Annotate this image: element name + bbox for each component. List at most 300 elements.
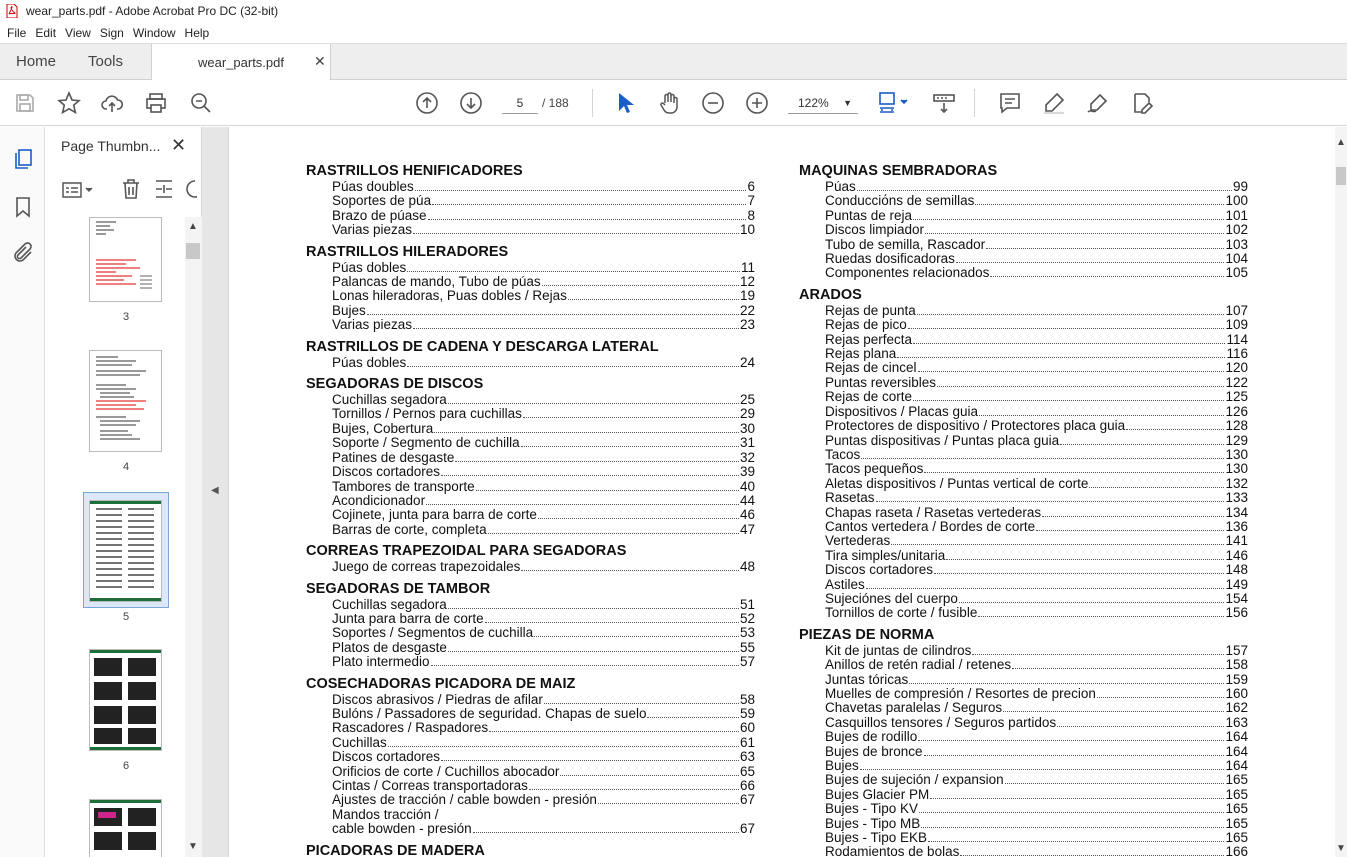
toolbar-divider [592,89,593,117]
toc-entry[interactable] [306,641,755,655]
dot-leader [407,357,739,367]
toc-page-number: 141 [1225,533,1248,549]
toc-entry[interactable] [306,750,755,764]
toc-entry[interactable] [306,275,755,289]
tab-home[interactable]: Home [16,53,57,70]
toc-entry[interactable] [306,793,755,807]
dot-leader [415,181,747,191]
toc-entry[interactable] [799,252,1248,266]
toc-entry-label: Rasetas [825,490,875,506]
thumbnail-page-number: 4 [122,461,130,473]
dot-leader [934,564,1224,574]
toc-entry[interactable] [799,347,1248,361]
page-number-input[interactable]: 5 [502,92,538,114]
toc-entry[interactable] [306,223,755,237]
toc-page-number: 53 [739,625,755,641]
comment-icon[interactable] [998,91,1022,115]
toc-entry[interactable] [306,393,755,407]
toc-page-number: 101 [1225,207,1248,223]
toc-column-left [306,163,755,857]
toc-entry[interactable] [799,716,1248,730]
toc-entry-label: Soportes / Segmentos de cuchilla [332,625,534,641]
menu-file[interactable]: File [7,25,27,40]
dot-leader [521,561,739,571]
dot-leader [473,823,739,833]
section-heading: ARADOS [799,286,862,303]
toc-entry[interactable] [799,549,1248,563]
dot-leader [523,408,739,418]
toc-entry[interactable] [799,238,1248,252]
next-page-icon[interactable] [459,91,483,115]
scrollbar-thumb[interactable] [1336,167,1346,185]
toc-entry-label: Bujes - Tipo KV [825,801,919,817]
toc-page-number: 125 [1225,389,1248,405]
page-thumbnail[interactable] [89,350,162,452]
menu-view[interactable]: View [65,25,91,40]
panel-splitter[interactable] [202,127,228,857]
toc-entry[interactable] [799,209,1248,223]
toc-entry-label: Orificios de corte / Cuchillos abocador [332,763,560,779]
toc-entry[interactable] [799,223,1248,237]
collapse-panel-icon[interactable]: ◀ [211,485,219,496]
toc-page-number: 8 [747,207,755,223]
dot-leader [860,760,1225,770]
toc-entry[interactable] [799,266,1248,280]
dot-leader [413,319,739,329]
toc-page-number: 148 [1225,562,1248,578]
toc-entry[interactable] [306,180,755,194]
toc-entry[interactable] [306,289,755,303]
toc-entry[interactable] [799,745,1248,759]
toc-entry-label: Bulóns / Passadores de seguridad. Chapas de suelo [332,705,647,721]
dot-leader [434,423,739,433]
document-view[interactable] [228,127,1335,857]
toc-entry[interactable] [306,598,755,612]
toc-entry[interactable] [306,693,755,707]
dot-leader [448,599,739,609]
toc-entry[interactable] [799,592,1248,606]
toolbar [0,80,1347,126]
sign-pen-icon[interactable] [1086,91,1110,115]
toc-entry[interactable] [799,434,1248,448]
title-bar [0,0,1347,22]
close-panel-icon[interactable]: ✕ [171,135,187,155]
toc-entry[interactable] [306,261,755,275]
toc-entry[interactable] [799,390,1248,404]
section-heading: RASTRILLOS HENIFICADORES [306,163,523,179]
toc-entry[interactable] [306,736,755,750]
toc-page-number: 126 [1225,403,1248,419]
toc-page-number: 165 [1225,830,1248,846]
toc-page-number: 165 [1225,815,1248,831]
toc-page-number: 146 [1225,547,1248,563]
page-thumbnails-icon[interactable] [11,147,35,171]
highlight-pen-icon[interactable] [1042,91,1066,115]
dot-leader [560,766,739,776]
toc-entry-label: Rejas de pico [825,317,907,333]
page-fit-icon[interactable] [877,91,913,115]
scroll-down-icon[interactable]: ▼ [1336,843,1346,854]
left-rail [0,127,45,857]
toc-entry[interactable] [306,422,755,436]
dot-leader [538,509,739,519]
dot-leader [568,290,739,300]
dot-leader [488,524,739,534]
zoom-search-icon[interactable] [189,91,213,115]
toc-entry[interactable] [306,318,755,332]
toc-entry-label: Conducciόns de semillas [825,193,975,209]
dot-leader [861,449,1224,459]
dot-leader [426,495,739,505]
toc-entry-label: Púas dobles [332,354,407,370]
section-heading: COSECHADORAS PICADORA DE MAIZ [306,675,576,692]
toc-entry[interactable] [306,655,755,669]
dot-leader [1057,717,1224,727]
toc-entry[interactable] [799,520,1248,534]
toc-page-number: 57 [739,654,755,670]
toc-entry[interactable] [306,707,755,721]
toc-page-number: 160 [1225,686,1248,701]
dot-leader [441,751,739,761]
scroll-mode-icon[interactable] [932,91,956,115]
toc-entry[interactable] [306,465,755,479]
dot-leader [975,195,1224,205]
toc-entry-label: Bujes [332,302,366,318]
toc-entry-label: Casquillos tensores / Seguros partidos [825,714,1057,730]
toc-entry-label: Anillos de retén radial / retenes [825,657,1012,673]
bookmark-star-icon[interactable] [57,91,81,115]
toc-entry[interactable] [306,765,755,779]
page-total: / 188 [542,96,569,110]
toc-entry-label: Bujes de rodillo [825,729,918,745]
toc-entry[interactable] [306,779,755,793]
acrobat-pdf-icon [6,4,18,18]
toc-entry[interactable] [799,845,1248,857]
toc-entry[interactable] [306,560,755,574]
toc-page-number: 162 [1225,700,1248,716]
scroll-down-icon[interactable]: ▼ [188,841,198,852]
dot-leader [489,722,739,732]
toc-entry[interactable] [306,523,755,537]
toc-page-number: 25 [739,392,755,408]
dot-leader [913,210,1224,220]
tab-document[interactable] [151,44,331,81]
toc-entry[interactable] [306,209,755,223]
toc-page-number: 6 [747,179,755,194]
toc-entry-label: Bujes, Cobertura [332,420,434,436]
toc-page-number: 31 [739,435,755,451]
dot-leader [990,267,1224,277]
toc-page-number: 164 [1225,758,1248,774]
toc-entry[interactable] [306,356,755,370]
document-scrollbar[interactable] [1335,127,1347,857]
dot-leader [925,224,1224,234]
toc-entry[interactable] [799,802,1248,816]
toc-page-number: 44 [739,492,755,508]
dot-leader [1003,702,1224,712]
toc-entry[interactable] [306,612,755,626]
toc-entry-label: Palancas de mando, Tubo de púas [332,274,541,290]
insert-page-icon[interactable] [153,177,175,201]
dot-leader [413,224,739,234]
toc-page-number: 130 [1225,461,1248,477]
dot-leader [428,210,747,220]
dot-leader [986,239,1224,249]
toc-page-number: 99 [1232,179,1248,194]
dot-leader [455,452,739,462]
page-thumbnail[interactable] [89,649,162,751]
toc-entry[interactable] [306,436,755,450]
toc-page-number: 166 [1225,844,1248,857]
toc-page-number: 122 [1225,374,1248,390]
toc-entry-label: Protectores de dispositivo / Protectores placa guia [825,418,1126,434]
zoom-select[interactable] [788,92,858,114]
toc-page-number: 154 [1225,590,1248,606]
scroll-up-icon[interactable]: ▲ [1336,137,1346,148]
tab-bar [0,43,1347,80]
toc-entry-label: Discos cortadores [825,562,934,578]
toc-entry[interactable] [799,419,1248,433]
toc-entry[interactable] [306,626,755,640]
panel-title: Page Thumbn... [61,138,161,154]
dot-leader [960,846,1224,856]
toc-page-number: 39 [739,464,755,480]
toc-page-number: 46 [739,507,755,523]
toc-entry[interactable] [799,817,1248,831]
toc-entry[interactable] [799,701,1248,715]
menu-sign[interactable]: Sign [99,25,124,40]
section-heading: MAQUINAS SEMBRADORAS [799,163,998,179]
dot-leader [956,253,1225,263]
dot-leader [1005,774,1225,784]
toolbar-divider [974,89,975,117]
toc-entry-label: Soporte / Segmento de cuchilla [332,435,520,451]
section-heading: RASTRILLOS DE CADENA Y DESCARGA LATERAL [306,338,659,355]
toc-entry[interactable] [799,318,1248,332]
dot-leader [930,789,1224,799]
attachments-icon[interactable] [11,241,35,265]
toc-entry-label: Discos cortadores [332,749,441,765]
toc-page-number: 134 [1225,504,1248,520]
bookmarks-icon[interactable] [11,195,35,219]
toc-entry-label: Puntas de reja [825,207,913,223]
dot-leader [909,674,1224,684]
upload-cloud-icon[interactable] [100,91,124,115]
toc-page-number: 133 [1225,490,1248,506]
dot-leader [918,362,1225,372]
page-thumbnail[interactable] [89,500,162,602]
toc-entry-label: Cintas / Correas transportadoras [332,778,528,793]
dot-leader [1042,507,1224,517]
toc-entry-label: Ruedas dosificadoras [825,251,955,267]
toc-entry-label: Brazo de púase [332,207,427,223]
dot-leader [924,746,1225,756]
toc-page-number: 104 [1225,251,1248,267]
section-heading: RASTRILLOS HILERADORES [306,243,509,260]
toc-entry[interactable] [799,687,1248,701]
toc-page-number: 51 [739,596,755,612]
menu-help[interactable]: Help [184,25,210,40]
toc-page-number: 159 [1225,671,1248,687]
toc-entry-label: Tacos pequeños [825,461,924,477]
toc-page-number: 136 [1225,518,1248,534]
toc-entry-label: Discos limpiador [825,222,925,238]
dot-leader [1126,420,1224,430]
zoom-out-icon[interactable] [701,91,725,115]
rotate-page-icon[interactable] [185,177,197,201]
tab-document-label: wear_parts.pdf [198,55,284,70]
toc-entry-label: Plato intermedio [332,654,430,670]
scroll-up-icon[interactable]: ▲ [188,221,198,232]
dot-leader [1060,435,1224,445]
toc-page-number: 130 [1225,446,1248,462]
toc-page-number: 165 [1225,772,1248,788]
dot-leader [521,437,739,447]
dot-leader [857,181,1232,191]
select-cursor-icon[interactable] [613,91,637,115]
dot-leader [448,394,739,404]
toc-page-number: 60 [739,720,755,736]
dot-leader [924,463,1224,473]
toc-entry[interactable] [799,563,1248,577]
toc-entry[interactable] [799,462,1248,476]
toc-entry[interactable] [799,180,1248,194]
dot-leader [448,642,739,652]
toc-entry[interactable] [799,194,1248,208]
dot-leader [972,645,1224,655]
panel-toolbar [45,175,202,205]
toc-entry-label: Vertederas [825,533,891,549]
toc-page-number: 129 [1225,432,1248,448]
toc-entry-label: Tornillos de corte / fusible [825,605,978,621]
toc-entry-label: Rascadores / Raspadores [332,720,489,736]
previous-page-icon[interactable] [415,91,439,115]
toc-entry[interactable] [306,451,755,465]
toc-page-number: 163 [1225,714,1248,730]
toc-page-number: 132 [1225,475,1248,491]
toc-entry-label: Discos cortadores [332,464,441,480]
toc-entry[interactable] [799,361,1248,375]
dot-leader [978,607,1224,617]
toc-page-number: 11 [740,259,755,275]
toc-page-number: 55 [739,639,755,655]
toc-entry[interactable] [799,376,1248,390]
dot-leader [979,406,1224,416]
dot-leader [529,780,739,790]
toc-entry[interactable] [306,508,755,522]
toc-page-number: 30 [739,420,755,436]
thumbnail-scrollbar[interactable] [185,217,202,857]
save-icon[interactable] [13,91,37,115]
toc-entry[interactable] [799,534,1248,548]
toc-entry[interactable] [799,658,1248,672]
thumbnail-page-number: 5 [122,611,130,623]
toc-entry-label: Rodamientos de bolas [825,844,960,857]
toc-page-number: 65 [739,763,755,779]
toc-page-number: 59 [739,705,755,721]
toc-entry[interactable] [799,448,1248,462]
toc-entry[interactable] [799,673,1248,687]
toc-page-number: 164 [1225,729,1248,745]
toc-entry[interactable] [799,491,1248,505]
toc-entry-label: Platos de desgaste [332,639,447,655]
toc-entry[interactable] [799,773,1248,787]
toc-entry[interactable] [306,494,755,508]
toc-page-number: 100 [1225,193,1248,209]
toc-entry[interactable] [799,606,1248,620]
hand-tool-icon[interactable] [657,91,681,115]
toc-page-number: 52 [739,610,755,626]
page-thumbnail[interactable] [89,217,162,302]
toc-page-number: 107 [1225,302,1248,318]
toc-page-number: 164 [1225,743,1248,759]
delete-page-icon[interactable] [120,177,142,201]
dot-leader [876,492,1225,502]
toc-entry[interactable] [799,405,1248,419]
toc-entry[interactable] [799,730,1248,744]
toc-entry[interactable] [799,759,1248,773]
toc-entry[interactable] [306,194,755,208]
toc-entry[interactable] [306,480,755,494]
menu-window[interactable]: Window [132,25,176,40]
print-icon[interactable] [144,91,168,115]
dot-leader [542,276,739,286]
close-tab-icon[interactable]: ✕ [314,53,326,69]
edit-pdf-icon[interactable] [1130,91,1154,115]
scrollbar-thumb[interactable] [186,243,200,259]
dot-leader [921,818,1224,828]
tab-tools[interactable]: Tools [88,53,124,70]
menu-edit[interactable]: Edit [35,25,57,40]
toc-page-number: 165 [1225,786,1248,802]
toc-page-number: 58 [739,691,755,707]
toc-page-number: 158 [1225,657,1248,673]
toc-entry[interactable] [799,578,1248,592]
toc-entry[interactable] [306,304,755,318]
toc-entry-label: Tacos [825,446,861,462]
section-heading: PIEZAS DE NORMA [799,626,935,643]
toc-entry-label: Tira simples/unitaria [825,547,946,563]
toc-entry[interactable] [799,333,1248,347]
toc-entry-label: Aletas dispositivos / Puntas vertical de corte [825,475,1089,491]
toc-entry-label: Muelles de compresión / Resortes de precion [825,686,1096,701]
section-heading: PICADORAS DE MADERA [306,842,485,857]
toc-entry[interactable] [799,506,1248,520]
toc-entry[interactable] [799,831,1248,845]
zoom-in-icon[interactable] [745,91,769,115]
toc-entry[interactable] [799,788,1248,802]
thumbnail-options-icon[interactable] [61,179,95,201]
dot-leader [1089,478,1224,488]
toc-entry[interactable] [306,721,755,735]
page-thumbnail[interactable] [89,799,162,857]
section-heading: SEGADORAS DE TAMBOR [306,580,491,597]
toc-entry[interactable] [306,808,755,837]
zoom-value: 122% [798,96,829,110]
toc-entry[interactable] [799,644,1248,658]
toc-entry-label: Cuchillas segadora [332,392,447,408]
dot-leader [441,466,739,476]
toc-entry-label: Rejas de punta [825,302,916,318]
toc-entry[interactable] [306,407,755,421]
toc-entry[interactable] [799,477,1248,491]
toc-entry-label: Chapas raseta / Rasetas vertederas [825,504,1042,520]
toc-page-number: 102 [1225,222,1248,238]
dot-leader [919,803,1224,813]
toc-entry-label: Varias piezas [332,317,413,333]
toc-entry[interactable] [799,304,1248,318]
dot-leader [1036,521,1224,531]
